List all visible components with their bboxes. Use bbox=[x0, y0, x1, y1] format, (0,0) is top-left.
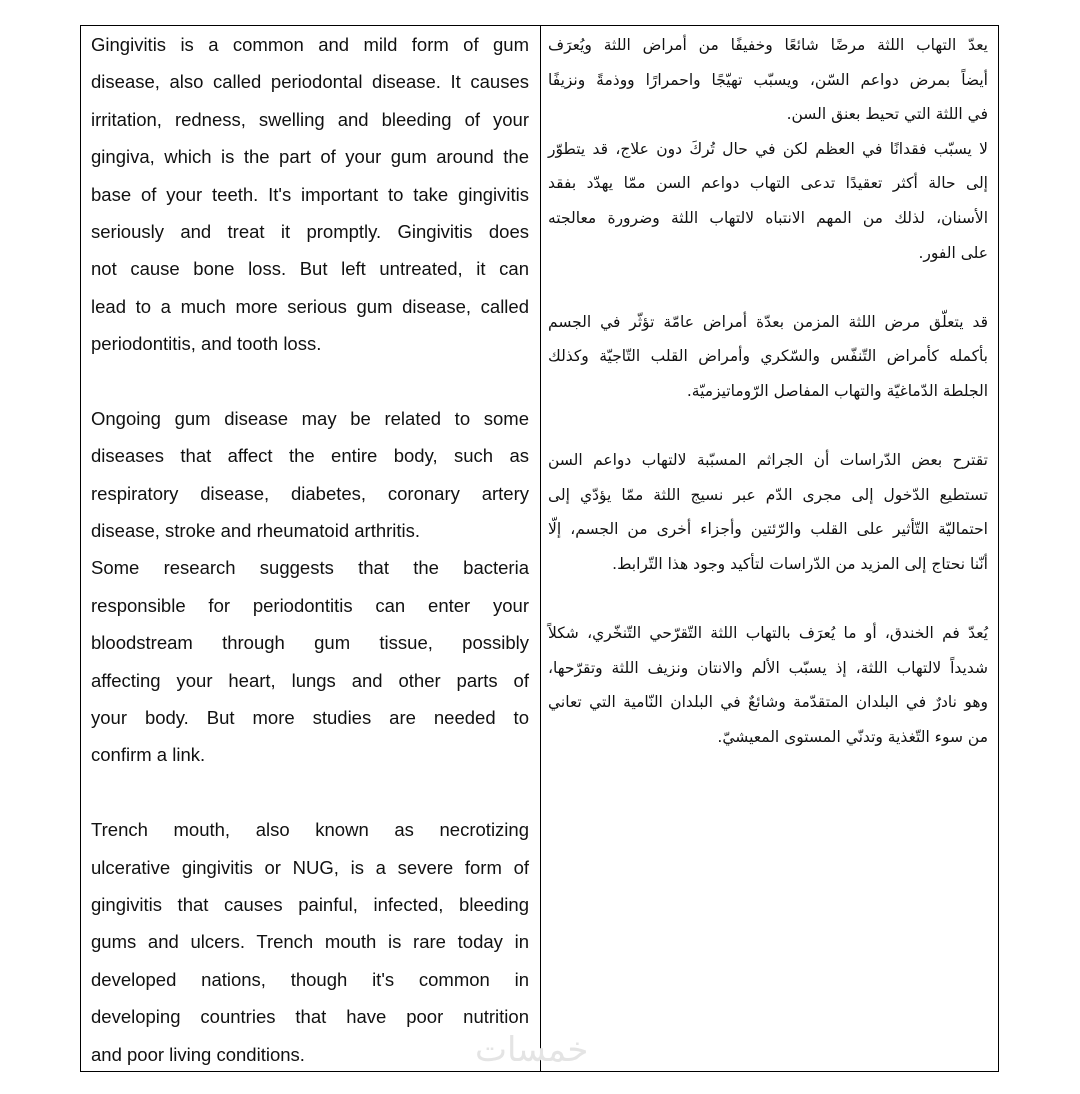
text-line: gingiva, which is the part of your gum around the bbox=[91, 146, 529, 168]
text-line: من سوء التّغذية وتدنّي المستوى المعيشيّ. bbox=[717, 727, 988, 746]
text-line: إلى حالة أكثر تعقيدًا تدعى التهاب دواعم السن ممّا يهدّد بفقد bbox=[548, 174, 988, 193]
text-line: confirm a link. bbox=[91, 744, 206, 766]
text-line: disease, also called periodontal disease. It causes bbox=[91, 71, 529, 93]
text-line: شديداً لالتهاب اللثة، إذ يسبّب الألم والانتان ونزيف اللثة وتقرّحها، bbox=[548, 658, 988, 677]
text-line: respiratory disease, diabetes, coronary artery bbox=[91, 482, 529, 504]
english-paragraph bbox=[91, 815, 529, 1077]
text-line: periodontitis, and tooth loss. bbox=[91, 333, 322, 355]
text-line: تقترح بعض الدّراسات أن الجراثم المسبّبة لالتهاب دواعم السن bbox=[548, 451, 988, 470]
arabic-paragraph bbox=[548, 30, 988, 134]
text-line: الأسنان، لذلك من المهم الانتباه لالتهاب اللثة وضرورة معالجته bbox=[548, 208, 988, 227]
arabic-column bbox=[548, 30, 988, 756]
english-paragraph bbox=[91, 404, 529, 554]
text-line: وهو نادرٌ في البلدان المتقدّمة وشائعٌ في البلدان النّامية التي تعاني bbox=[548, 693, 988, 712]
text-line: في اللثة التي تحيط بعنق السن. bbox=[786, 105, 988, 124]
text-line: يُعدّ فم الخندق، أو ما يُعرَف بالتهاب اللثة التّقرّحي التّنخّري، شكلاً bbox=[548, 624, 988, 643]
text-line: and poor living conditions. bbox=[91, 1043, 305, 1065]
text-line: Trench mouth, also known as necrotizing bbox=[91, 819, 529, 841]
text-line: not cause bone loss. But left untreated, it can bbox=[91, 258, 529, 280]
english-column bbox=[91, 30, 529, 1077]
text-line: أنّنا نحتاج إلى المزيد من الدّراسات لتأكيد وجود هذا التّرابط. bbox=[612, 554, 988, 573]
text-line: seriously and treat it promptly. Gingivitis does bbox=[91, 220, 529, 242]
arabic-paragraph bbox=[548, 307, 988, 411]
paragraph-gap bbox=[548, 272, 988, 307]
arabic-paragraph bbox=[548, 618, 988, 756]
text-line: affecting your heart, lungs and other parts of bbox=[91, 669, 529, 691]
paragraph-gap bbox=[548, 411, 988, 446]
arabic-paragraph bbox=[548, 134, 988, 272]
text-line: Gingivitis is a common and mild form of gum bbox=[91, 34, 529, 55]
english-paragraph bbox=[91, 553, 529, 777]
arabic-paragraph bbox=[548, 445, 988, 583]
text-line: responsible for periodontitis can enter your bbox=[91, 594, 529, 616]
text-line: diseases that affect the entire body, such as bbox=[91, 445, 529, 467]
text-line: الجلطة الدّماغيّة والتهاب المفاصل الرّوماتيزميّة. bbox=[686, 381, 988, 400]
text-line: developed nations, though it's common in bbox=[91, 968, 529, 990]
paragraph-gap bbox=[91, 367, 529, 404]
watermark-logo: خمسات bbox=[475, 1030, 589, 1070]
english-paragraph bbox=[91, 30, 529, 367]
text-line: gums and ulcers. Trench mouth is rare today in bbox=[91, 931, 529, 953]
text-line: base of your teeth. It's important to take gingivitis bbox=[91, 183, 529, 205]
text-line: على الفور. bbox=[918, 243, 988, 262]
text-line: يعدّ التهاب اللثة مرضًا شائعًا وخفيفًا من أمراض اللثة ويُعرَف bbox=[548, 36, 988, 54]
paragraph-gap bbox=[548, 584, 988, 619]
text-line: irritation, redness, swelling and bleeding of your bbox=[91, 108, 529, 130]
text-line: تستطيع الدّخول إلى مجرى الدّم عبر نسيج اللثة ممّا يؤدّي إلى bbox=[548, 485, 988, 504]
text-line: Some research suggests that the bacteria bbox=[91, 557, 529, 579]
text-line: أيضاً بمرض دواعم السّن، ويسبّب تهيّجًا واحمرارًا ووذمةً ونزيفًا bbox=[548, 70, 988, 89]
text-line: بأكمله كأمراض التّنفّس والسّكري وأمراض القلب التّاجيّة وكذلك bbox=[548, 347, 988, 366]
text-line: disease, stroke and rheumatoid arthritis. bbox=[91, 520, 421, 542]
text-line: developing countries that have poor nutrition bbox=[91, 1006, 529, 1028]
text-line: bloodstream through gum tissue, possibly bbox=[91, 632, 529, 654]
bilingual-table bbox=[80, 25, 999, 1072]
paragraph-gap bbox=[91, 778, 529, 815]
text-line: ulcerative gingivitis or NUG, is a severe form of bbox=[91, 856, 529, 878]
text-line: Ongoing gum disease may be related to some bbox=[91, 407, 529, 429]
text-line: lead to a much more serious gum disease, called bbox=[91, 295, 529, 317]
text-line: gingivitis that causes painful, infected, bleeding bbox=[91, 893, 529, 915]
text-line: احتماليّة التّأثير على القلب والرّئتين وأجزاء أخرى من الجسم، إلّا bbox=[548, 520, 988, 539]
text-line: قد يتعلّق مرض اللثة المزمن بعدّة أمراض عامّة تؤثّر في الجسم bbox=[548, 312, 988, 331]
text-line: your body. But more studies are needed to bbox=[91, 707, 529, 729]
text-line: لا يسبّب فقدانًا في العظم لكن في حال تُركَ دون علاج، قد يتطوّر bbox=[548, 139, 988, 158]
column-divider bbox=[540, 26, 541, 1071]
